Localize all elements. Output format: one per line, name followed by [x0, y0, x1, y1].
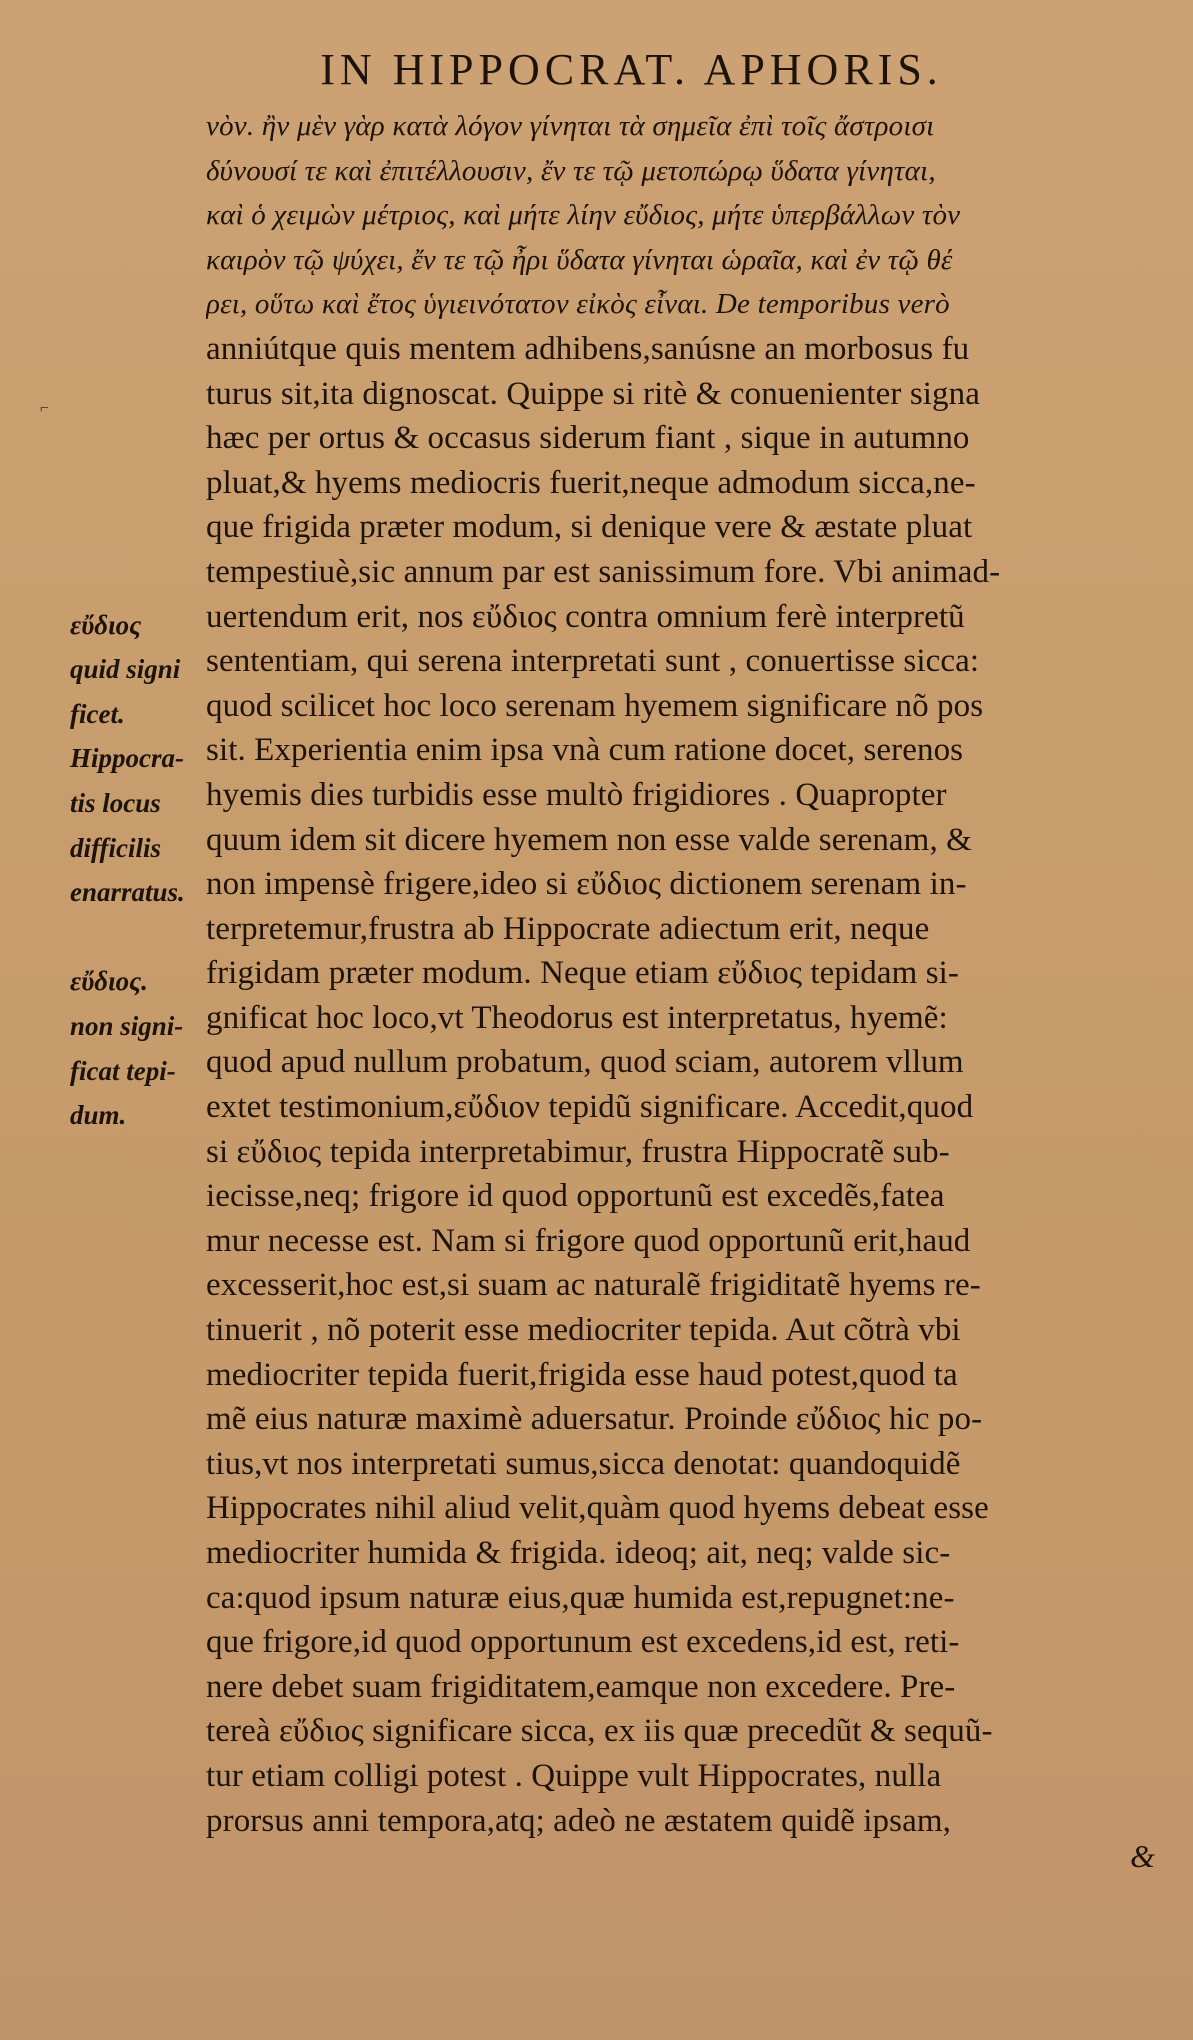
- text-line: mediocriter humida & frigida. ideoq; ait, neq; valde sic-: [206, 1535, 951, 1571]
- text-line: excesserit,hoc est,si suam ac naturalẽ frigiditatẽ hyems re-: [206, 1267, 981, 1304]
- text-line: non impensè frigere,ideo si εὔδιος dictionem serenam in-: [206, 866, 967, 903]
- text-line: terpretemur,frustra ab Hippocrate adiectum erit, neque: [206, 910, 930, 947]
- text-line: mediocriter tepida fuerit,frigida esse haud potest,quod ta: [206, 1356, 958, 1393]
- text-line: extet testimonium,εὔδιον tepidũ significare. Accedit,quod: [206, 1089, 974, 1126]
- text-line: uertendum erit, nos εὔδιος contra omnium ferè interpretũ: [206, 598, 965, 635]
- catchword: &: [1130, 1838, 1155, 1874]
- margin-note-line: enarratus.: [70, 877, 185, 908]
- margin-note: [70, 959, 205, 1137]
- text-line: que frigore,id quod opportunum est excedens,id est, reti-: [206, 1624, 960, 1661]
- text-line: tempestiuè,sic annum par est sanissimum fore. Vbi animad-: [206, 553, 1001, 590]
- margin-note-line: dum.: [70, 1100, 127, 1131]
- text-line: que frigida præter modum, si denique vere & æstate pluat: [206, 509, 973, 546]
- text-line: tereà εὔδιος significare sicca, ex iis quæ precedũt & sequũ-: [206, 1713, 993, 1750]
- text-line: tinuerit , nõ poterit esse mediocriter tepida. Aut cõtrà vbi: [206, 1312, 961, 1349]
- text-line: καὶ ὁ χειμὼν μέτριος, καὶ μήτε λίην εὔδιος, μήτε ὑπερβάλλων τὸν: [206, 199, 961, 232]
- text-line: pluat,& hyems mediocris fuerit,neque admodum sicca,ne-: [206, 464, 976, 501]
- text-line: δύνουσί τε καὶ ἐπιτέλλουσιν, ἔν τε τῷ μετοπώρῳ ὕδατα γίνηται,: [206, 154, 936, 187]
- text-line: quod apud nullum probatum, quod sciam, autorem vllum: [206, 1044, 964, 1081]
- text-line: tius,vt nos interpretati sumus,sicca denotat: quandoquidẽ: [206, 1445, 961, 1482]
- margin-note-line: ficat tepi-: [70, 1055, 176, 1086]
- text-line: ρει, οὕτω καὶ ἔτος ὑγιεινότατον εἰκὸς εἶναι. De temporibus verò: [206, 288, 950, 321]
- margin-note-line: tis locus: [70, 787, 161, 818]
- text-line: frigidam præter modum. Neque etiam εὔδιος tepidam si-: [206, 955, 959, 992]
- text-line: anniútque quis mentem adhibens,sanúsne an morbosus fu: [206, 330, 970, 367]
- text-line: iecisse,neq; frigore id quod opportunũ est excedẽs,fatea: [206, 1178, 945, 1215]
- text-line: nere debet suam frigiditatem,eamque non excedere. Pre-: [206, 1668, 956, 1705]
- text-line: tur etiam colligi potest . Quippe vult Hippocrates, nulla: [206, 1757, 942, 1794]
- text-line: prorsus anni tempora,atq; adeò ne æstatem quidẽ ipsam,: [206, 1802, 951, 1839]
- margin-note-line: ficet.: [70, 698, 125, 729]
- text-line: quod scilicet hoc loco serenam hyemem significare nõ pos: [206, 687, 984, 724]
- running-head: IN HIPPOCRAT. APHORIS.: [320, 45, 943, 94]
- text-line: mur necesse est. Nam si frigore quod opportunũ erit,haud: [206, 1222, 971, 1259]
- margin-speck: ⌐: [40, 400, 50, 417]
- text-line: Hippocrates nihil aliud velit,quàm quod hyems debeat esse: [206, 1490, 989, 1527]
- margin-note-line: Hippocra-: [70, 743, 184, 774]
- text-line: νὸν. ἢν μὲν γὰρ κατὰ λόγον γίνηται τὰ σημεῖα ἐπὶ τοῖς ἄστροισι: [206, 110, 935, 142]
- margin-note: [70, 603, 205, 915]
- text-line: sententiam, qui serena interpretati sunt , conuertisse sicca:: [206, 643, 980, 680]
- margin-note-line: εὔδιος: [70, 609, 142, 640]
- text-line: ca:quod ipsum naturæ eius,quæ humida est,repugnet:ne-: [206, 1579, 955, 1616]
- text-line: si εὔδιος tepida interpretabimur, frustra Hippocratẽ sub-: [206, 1133, 950, 1170]
- text-line: turus sit,ita dignoscat. Quippe si ritè & conuenienter signa: [206, 375, 981, 412]
- text-line: gnificat hoc loco,vt Theodorus est interpretatus, hyemẽ:: [206, 999, 948, 1036]
- text-line: sit. Experientia enim ipsa vnà cum ratione docet, serenos: [206, 732, 964, 769]
- text-line: hyemis dies turbidis esse multò frigidiores . Quapropter: [206, 776, 947, 813]
- margin-note-line: quid signi: [70, 654, 181, 685]
- text-line: quum idem sit dicere hyemem non esse valde serenam, &: [206, 821, 972, 858]
- margin-note-line: non signi-: [70, 1010, 184, 1041]
- text-line: hæc per ortus & occasus siderum fiant , sique in autumno: [206, 420, 970, 457]
- text-line: καιρὸν τῷ ψύχει, ἔν τε τῷ ἦρι ὕδατα γίνηται ὡραῖα, καὶ ἐν τῷ θέ: [206, 243, 953, 276]
- main-text-block: [206, 104, 1156, 1843]
- margin-note-line: difficilis: [70, 832, 161, 863]
- text-line: mẽ eius naturæ maximè aduersatur. Proinde εὔδιος hic po-: [206, 1401, 983, 1438]
- margin-note-line: εὔδιος.: [70, 966, 148, 997]
